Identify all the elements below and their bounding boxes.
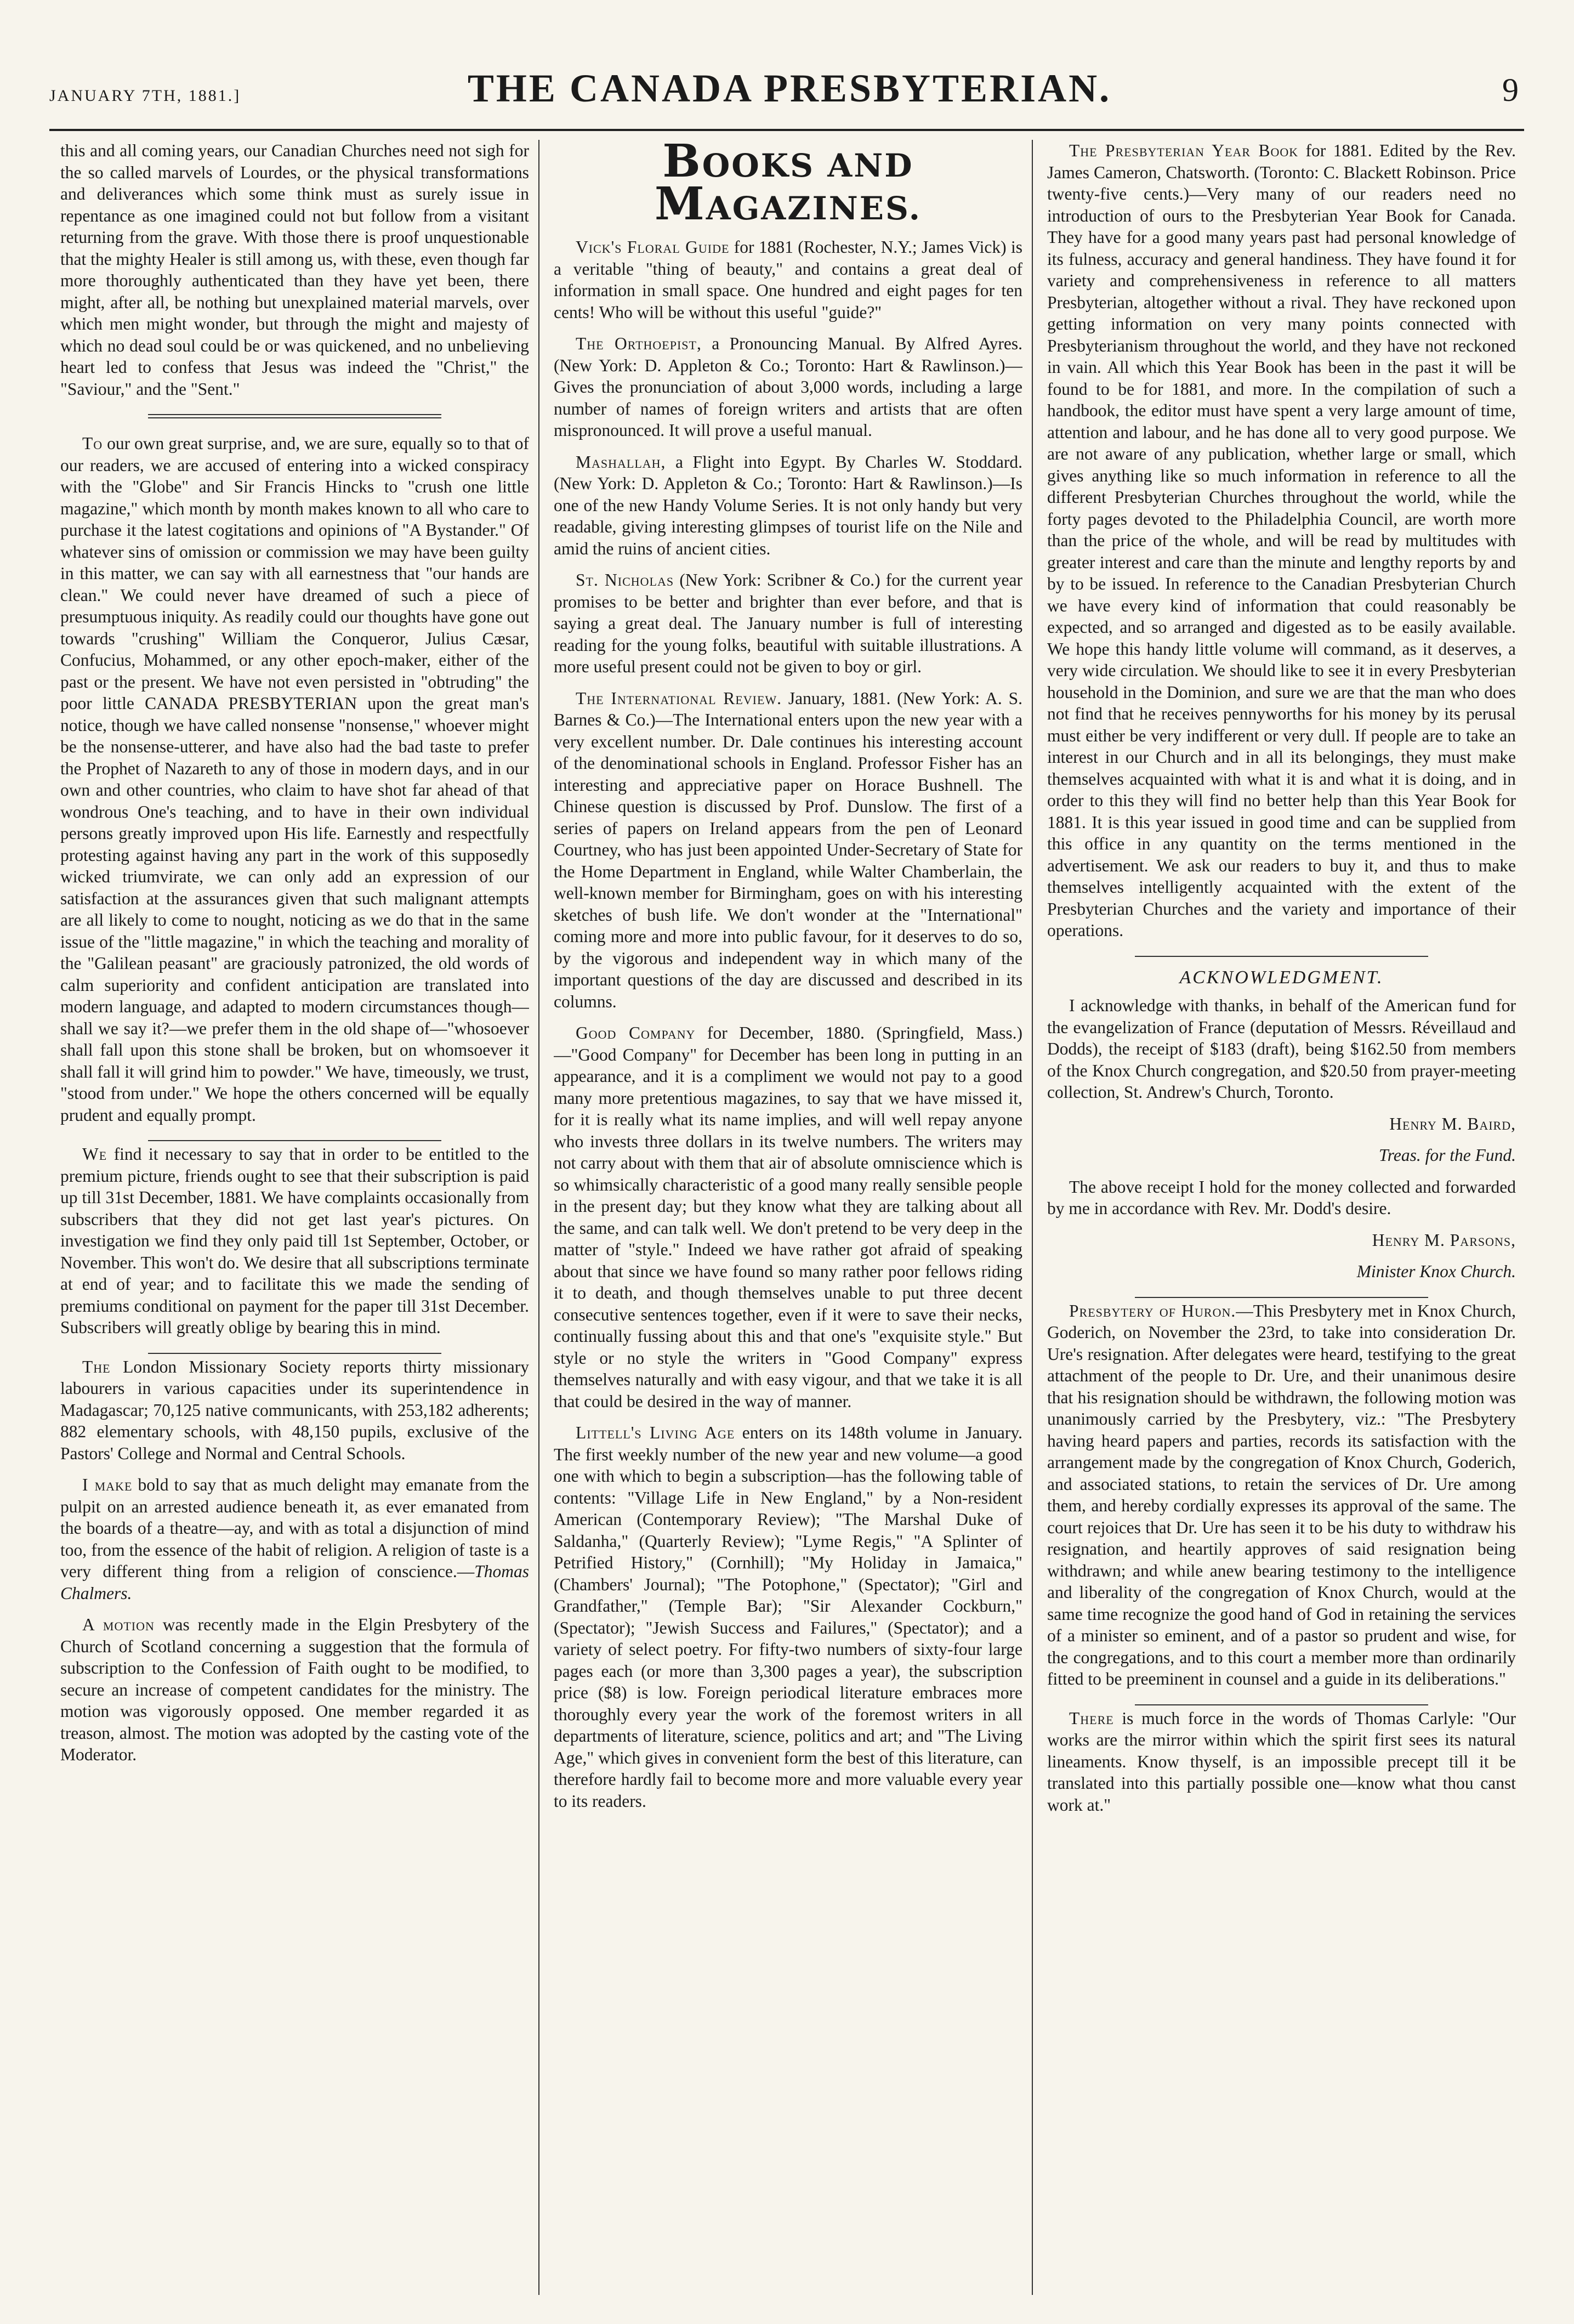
column-right — [1047, 140, 1516, 2295]
lead-word: There — [1069, 1708, 1114, 1728]
divider-rule — [1135, 1704, 1428, 1705]
lead-word: The — [82, 1357, 111, 1376]
paragraph-text: is much force in the words of Thomas Carlyle: "Our works are the mirror within which the spirit first sees its natural lineaments. Know thyself, is an impossible precept till it be translated into this partially possible one—know what thou canst work at." — [1047, 1708, 1516, 1815]
review-text: a Pronouncing Manual. By Alfred Ayres. (New York: D. Appleton & Co.; Toronto: Hart & Rawlinson.)—Gives the pronunciation of about 3,000 words, including a large number of names of foreign writers and artists that are often mispronounced. It will prove a useful manual. — [554, 334, 1022, 440]
paragraph-missionary — [60, 1356, 529, 1465]
divider-rule — [1135, 956, 1428, 957]
signature-name: Henry M. Baird, — [1389, 1114, 1516, 1133]
paragraph-conspiracy — [60, 433, 529, 1126]
column-left — [60, 140, 529, 2295]
review-title: The International Review. — [576, 688, 782, 708]
review-title: The Orthoepist, — [576, 334, 702, 353]
paragraph-text: London Missionary Society reports thirty missionary labourers in various capacities under its superintendence in Madagascar; 70,125 native communicants, with 253,182 adherents; 882 elementary schools, with 48,150 pupils, exclusive of the Pastors' College and Normal and Central Schools. — [60, 1357, 529, 1463]
review-text: (New York: Scribner & Co.) for the current year promises to be better and brighter than ever before, and that is saying a great deal. The January number is full of interesting reading for the young folks, beautiful with suitable illustrations. A more useful present could not be given to boy or girl. — [554, 570, 1022, 676]
masthead — [49, 66, 1530, 126]
review-international — [554, 688, 1022, 1013]
issue-date: JANUARY 7TH, 1881.] — [49, 87, 241, 105]
review-st-nicholas — [554, 569, 1022, 678]
paragraph-elgin — [60, 1614, 529, 1766]
review-littells — [554, 1422, 1022, 1812]
heading-initial: M — [654, 178, 706, 230]
acknowledgment-heading: ACKNOWLEDGMENT. — [1179, 967, 1384, 988]
newspaper-title: THE CANADA PRESBYTERIAN. — [467, 66, 1112, 110]
review-title: Good Company — [576, 1023, 696, 1042]
lead-word: We — [82, 1144, 107, 1164]
quote-author: Thomas Chalmers. — [60, 1562, 529, 1603]
heading-initial: B — [662, 140, 702, 188]
paragraph-text: find it necessary to say that in order to be entitled to the premium picture, friends ought to see that their subscription is paid up till 31st December, 1881. We have complaints occasionally from subscribers that they did not get last year's pictures. On investigation we find they only paid till 1st September, October, or November. This won't do. We desire that all subscriptions terminate at end of year; and to facilitate this we made the sending of premiums conditional on payment for the paper till 31st December. Subscribers will greatly oblige by bearing this in mind. — [60, 1144, 529, 1337]
lead-word: Presbytery of Huron. — [1069, 1301, 1236, 1320]
paragraph-chalmers — [60, 1474, 529, 1604]
signature-title: Minister Knox Church. — [1356, 1262, 1516, 1281]
page-number: 9 — [1502, 72, 1519, 108]
lead-word: A motion — [82, 1615, 155, 1634]
review-title: Littell's Living Age — [576, 1423, 735, 1442]
review-title: The Presbyterian Year Book — [1069, 141, 1299, 160]
paragraph-text: was recently made in the Elgin Presbytery of the Church of Scotland concerning a suggestion that the formula of subscription to the Confession of Faith ought to be modified, to secure an increase of competent candidates for the ministry. The motion was vigorously opposed. One member regarded it as treason, almost. The motion was adopted by the casting vote of the Moderator. — [60, 1615, 529, 1764]
lead-word: To — [82, 434, 103, 453]
review-text: for 1881 (Rochester, N.Y.; James Vick) is a veritable "thing of beauty," and contains a great deal of information in small space. One hundred and eight pages for ten cents! Who will be without this useful "guide?" — [554, 237, 1022, 322]
section-heading-books-and-magazines — [554, 142, 1022, 228]
paragraph-subscriptions — [60, 1143, 529, 1339]
paragraph-huron — [1047, 1300, 1516, 1690]
review-vicks — [554, 236, 1022, 323]
column-divider — [1032, 140, 1033, 2295]
acknowledgment-text: The above receipt I hold for the money collected and forwarded by me in accordance with Rev. Mr. Dodd's desire. — [1047, 1177, 1516, 1218]
column-middle — [554, 140, 1022, 2295]
review-title: St. Nicholas — [576, 570, 674, 589]
review-orthoepist — [554, 333, 1022, 441]
review-good-company — [554, 1022, 1022, 1412]
divider-rule — [148, 1353, 441, 1354]
review-text: for 1881. Edited by the Rev. James Cameron, Chatsworth. (Toronto: C. Blackett Robinson. Price twenty-five cents.)—Very many of our readers need no introduction of ours to the Presbyterian Year Book for Canada. They have for a good many years past had personal knowledge of its fulness, accuracy and general handiness. They have found it for variety and comprehensiveness in reference to all matters Presbyterian, altogether without a rival. They have reckoned upon getting information on very many points connected with Presbyterianism throughout the world, and they have not reckoned in vain. All which this Year Book has been in the past it will be found to be for 1881, and more. In the compilation of such a handbook, the editor must have spent a very large amount of time, attention and labour, and he has done all to very good purpose. We are not aware of any publication, whether large or small, which gives anything like so much information in reference to all the different Presbyterian Churches throughout the world, while the forty pages devoted to the Philadelphia Council, are worth more than the price of the whole, and will be read by multitudes with greater interest and care than the minute and lengthy reports by and by to be issued. In reference to the Canadian Presbyterian Church we have every kind of information that could reasonably be expected, and so arranged and digested as to be easily available. We hope this handy little volume will command, as it deserves, a very wide circulation. We should like to see it in every Presbyterian household in the Dominion, and sure we are that the man who does not find that he receives pennyworths for his money by its perusal must either be very indifferent or very dull. If people are to take an interest in our Church and in all its belongings, they must make themselves acquainted with what it is and what it is doing, and in order to this they will find no better help than this Year Book for 1881. It is this year issued in good time and can be supplied from this office in any quantity on the terms mentioned in the advertisement. We ask our readers to buy it, and thus to make themselves intelligently acquainted with the extent of the Presbyterian Churches and the variety and importance of their operations. — [1047, 141, 1516, 940]
signature-name: Henry M. Parsons, — [1372, 1230, 1516, 1250]
masthead-rule — [49, 129, 1524, 131]
review-mashallah — [554, 451, 1022, 560]
heading-text: AGAZINES. — [706, 190, 922, 227]
review-text: for December, 1880. (Springfield, Mass.)—"Good Company" for December has been long in putting in an appearance, and it is a compliment we would not pay to a good many more pretentious magazines, to say that we have missed it, for it is really what its name implies, and will well repay anyone who invests three dollars in its twelve numbers. The writers may not carry about with them that air of absolute omniscience which is so whimsically characteristic of a good many really sensible people in the present day; but they know what they are talking about all the same, and can talk well. We don't pretend to be very deep in the matter of "style." Indeed we have rather got afraid of speaking about that since we have found so many rather poor fellows riding it to death, and though themselves unable to put three decent consecutive sentences together, even if it were to save their necks, continually fussing about this and that one's "exquisite style." But style or no style the writers in "Good Company" express themselves naturally and with easy vigour, and that we take it is all that could be desired in the way of manner. — [554, 1023, 1022, 1411]
divider-rule — [148, 1140, 441, 1141]
paragraph-text: bold to say that as much delight may emanate from the pulpit on an arrested audience beneath it, as ever emanated from the boards of a theatre—ay, and with as total a disjunction of mind too, from the essence of the habit of religion. A religion of taste is a very different thing from a religion of conscience.— — [60, 1475, 529, 1581]
review-title: Mashallah, — [576, 452, 666, 472]
acknowledgment-text: I acknowledge with thanks, in behalf of the American fund for the evangelization of France (deputation of Messrs. Réveillaud and Dodds), the receipt of $183 (draft), being $162.50 from members of the Knox Church congregation, and $20.50 from prayer-meeting collection, St. Andrew's Church, Toronto. — [1047, 996, 1516, 1102]
review-title: Vick's Floral Guide — [576, 237, 730, 257]
paragraph-carlyle — [1047, 1708, 1516, 1816]
review-text: enters on its 148th volume in January. The first weekly number of the new year and new volume—a good one with which to begin a subscription—has the following table of contents: "Village Life in New England," by a Non-resident American (Contemporary Review); "The Marshal Duke of Saldanha," (Quarterly Review); "Lyme Regis," "A Splinter of Petrified History," (Cornhill); "My Holiday in Jamaica," (Chambers' Journal); "The Potophone," (Spectator); "Girl and Grandfather," (Temple Bar); "Sir Alexander Cockburn," (Spectator); "Jewish Success and Failures," (Spectator); and a variety of select poetry. For fifty-two numbers of sixty-four large pages each (or more than 3,300 pages a year), the subscription price ($8) is low. Foreign periodical literature embraces more thoroughly every year the work of the foremost writers in all departments of literature, science, politics and art; and "The Living Age," which gives in convenient form the best of this literature, can therefore hardly fail to become more and more valuable every year to its readers. — [554, 1423, 1022, 1811]
review-text: a Flight into Egypt. By Charles W. Stoddard. (New York: D. Appleton & Co.; Toronto: Hart & Rawlinson.)—Is one of the new Handy Volume Series. It is not only handy but very readable, giving interesting glimpses of tourist life on the Nile and amid the ruins of ancient cities. — [554, 452, 1022, 558]
paragraph: this and all coming years, our Canadian Churches need not sigh for the so called marvels of Lourdes, or the physical transformations and deliverances which some think must as surely issue in repentance as one imagined could not but follow from a visitant returning from the grave. With those there is proof unquestionable that the mighty Healer is still among us, with these, even though far more thoroughly authenticated than they have yet been, there might, after all, be nothing but unexplained material marvels, over which men might wonder, but through the might and majesty of which no dead soul could be or was quickened, and no unbelieving heart led to confess that Jesus was indeed the "Christ," the "Saviour," and the "Sent." — [60, 141, 529, 399]
paragraph-text: —This Presbytery met in Knox Church, Goderich, on November the 23rd, to take into consideration Dr. Ure's resignation. After delegates were heard, testifying to the great attachment of the people to Dr. Ure, and their unanimous desire that his resignation should be withdrawn, the following motion was unanimously carried by the Presbytery, viz.: "The Presbytery having heard papers and parties, records its satisfaction with the arrangement made by the congregation of Knox Church, Goderich, and associated stations, to retain the services of Dr. Ure among them, and hereby cordially expresses its approval of the same. The court rejoices that Dr. Ure has seen it to be his duty to withdraw his resignation, and heartily approves of said resignation being withdrawn; and while anew bearing testimony to the intelligence and liberality of the congregation of Knox Church, would at the same time recognize the good hand of God in retaining the services of a minister so eminent, and of a pastor so prudent and wise, for the congregations, and to this court a member more than ordinarily fitted to be preeminent in counsel and a guide in its deliberations." — [1047, 1301, 1516, 1688]
divider-rule — [148, 417, 441, 418]
heading-text: OOKS AND — [702, 147, 914, 184]
column-divider — [538, 140, 539, 2295]
review-year-book — [1047, 140, 1516, 942]
signature-title: Treas. for the Fund. — [1379, 1146, 1516, 1165]
review-text: January, 1881. (New York: A. S. Barnes & Co.)—The International enters upon the new year with a very excellent number. Dr. Dale continues his interesting account of the denominational schools in England. Professor Fisher has an interesting and appreciative paper on Horace Bushnell. The Chinese question is discussed by Prof. Dunslow. The first of a series of papers on Ireland appears from the pen of Leonard Courtney, who has just been appointed Under-Secretary of State for the Home Department in England, while Walter Chamberlain, the well-known member for Birmingham, goes on with his interesting sketches of bush life. We don't wonder at the "International" coming more and more into public favour, for it deserves to do so, by the vigorous and independent way in which many of the important questions of the day are discussed and described in its columns. — [554, 688, 1022, 1011]
paragraph-text: our own great surprise, and, we are sure, equally so to that of our readers, we are accused of entering into a wicked conspiracy with the "Globe" and Sir Francis Hincks to "crush one little magazine," which month by month makes known to all who care to purchase it the latest cogitations and opinions of "A Bystander." Of whatever sins of omission or commission we may have been guilty in this matter, we can say with all earnestness that "our hands are clean." We could never have dreamed of such a piece of presumptuous iniquity. As readily could our thoughts have gone out towards "crushing" William the Conqueror, Julius Cæsar, Confucius, Mohammed, or any other epoch-maker, either of the past or the present. We have not even persisted in "obtruding" the poor little CANADA PRESBYTERIAN upon the great man's notice, though we have called nonsense "nonsense," whoever might be the nonsense-utterer, and have also had the bad taste to prefer the Prophet of Nazareth to any of those in modern days, and in our own and other countries, who claim to have shot far ahead of that wondrous One's teaching, and to have in their own individual persons greatly improved upon His life. Earnestly and respectfully protesting against having any part in the work of this supposedly wicked triumvirate, we can only add an expression of our satisfaction at the assurances given that such malignant attempts are all likely to come to nought, noticing as we do that in the same issue of the "little magazine," in which the teaching and morality of the "Galilean peasant" are graciously patronized, the old words of calm superiority and confident anticipation are translated into modern language, and adapted to modern circumstances though—shall we say it?—we prefer them in the old shape of—"whosoever shall fall upon this stone shall be broken, but on whomsoever it shall fall it will grind him to powder." We have, timeously, we trust, "stood from under." We hope the others concerned will be equally prudent and equally prompt. — [60, 434, 529, 1125]
divider-rule — [1135, 1297, 1428, 1298]
lead-word: I make — [82, 1475, 133, 1494]
divider-rule — [148, 414, 441, 415]
